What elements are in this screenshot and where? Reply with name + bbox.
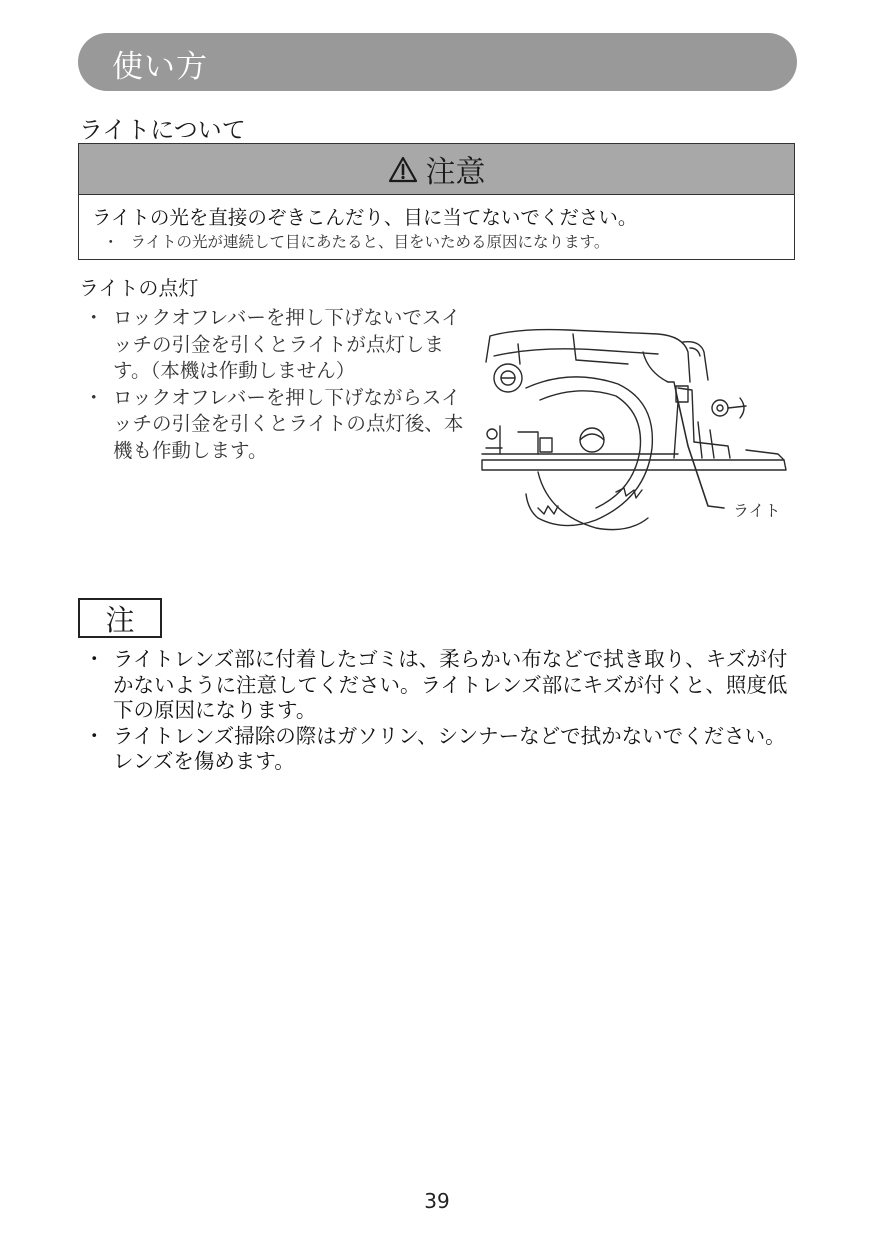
caution-box (78, 143, 795, 260)
warning-triangle-icon (388, 156, 418, 183)
list-item-text: ロックオフレバーを押し下げないでスイッチの引金を引くとライトが点灯します。（本機は作動しません） (113, 306, 461, 382)
caution-main-text: ライトの光を直接のぞきこんだり、目に当てないでください。 (92, 206, 638, 229)
lighting-list (84, 305, 464, 464)
list-item (84, 305, 464, 385)
list-item (84, 385, 464, 465)
note-title: 注 (105, 602, 135, 637)
bullet: ・ (84, 723, 105, 748)
bullet: ・ (84, 306, 104, 329)
header-bar (78, 33, 797, 91)
bullet: ・ (84, 647, 105, 671)
list-item (84, 647, 804, 724)
list-item-text: ロックオフレバーを押し下げながらスイッチの引金を引くとライトの点灯後、本機も作動します。 (113, 385, 464, 462)
lighting-heading: ライトの点灯 (79, 276, 199, 300)
note-label-box (78, 598, 162, 638)
caution-title: 注意 (425, 155, 486, 190)
page-title: 使い方 (112, 49, 208, 85)
bullet: ・ (84, 385, 104, 409)
note-list (84, 647, 804, 775)
caution-sub-text: ライトの光が連続して目にあたると、目をいためる原因になります。 (130, 233, 610, 251)
caution-sub-item (103, 230, 609, 252)
list-item-text: ライトレンズ掃除の際はガソリン、シンナーなどで拭かないでください。レンズを傷めます。 (113, 723, 786, 773)
page-number: 39 (424, 1189, 450, 1213)
figure-label-light: ライト (733, 501, 781, 520)
caution-header (79, 144, 794, 195)
bullet: ・ (103, 233, 119, 251)
section-heading: ライトについて (79, 116, 246, 144)
list-item (84, 724, 804, 775)
list-item-text: ライトレンズ部に付着したゴミは、柔らかい布などで拭き取り、キズが付かないように注意してください。ライトレンズ部にキズが付くと、照度低下の原因になります。 (113, 647, 788, 722)
